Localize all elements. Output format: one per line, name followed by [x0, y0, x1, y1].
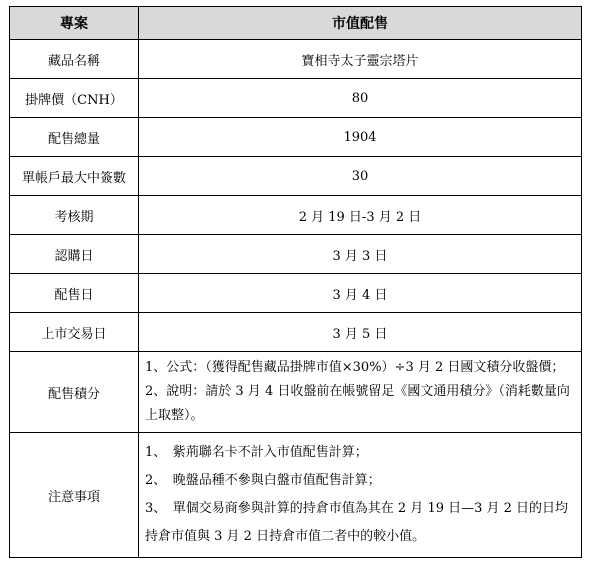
row-value: 2 月 19 日-3 月 2 日 [139, 196, 582, 235]
table-row [10, 118, 582, 157]
row-label: 配售總量 [10, 118, 139, 157]
row-value: 3 月 3 日 [139, 235, 582, 274]
notes-content [139, 433, 582, 558]
points-row [10, 352, 582, 433]
row-label: 考核期 [10, 196, 139, 235]
table-row [10, 157, 582, 196]
table-row [10, 40, 582, 79]
row-value: 30 [139, 157, 582, 196]
row-label: 配售日 [10, 274, 139, 313]
row-label: 單帳戶最大中簽數 [10, 157, 139, 196]
row-label: 藏品名稱 [10, 40, 139, 79]
table-row [10, 196, 582, 235]
row-value: 3 月 5 日 [139, 313, 582, 352]
row-label: 上市交易日 [10, 313, 139, 352]
row-value: 1904 [139, 118, 582, 157]
points-content [139, 352, 582, 433]
notes-line: 2、 晚盤品種不參與白盤市值配售計算； [145, 473, 381, 488]
notes-line: 3、 單個交易商參與計算的持倉市值為其在 2 月 19 日—3 月 2 日的日均持倉市值與 3 月 2 日持倉市值二者中的較小值。 [145, 501, 569, 544]
notes-row [10, 433, 582, 558]
notes-label: 注意事項 [10, 433, 139, 558]
header-market-value-allotment: 市值配售 [139, 7, 582, 40]
table-row [10, 274, 582, 313]
table-row [10, 313, 582, 352]
row-value: 3 月 4 日 [139, 274, 582, 313]
row-label: 認購日 [10, 235, 139, 274]
table-row [10, 235, 582, 274]
table-header-row [10, 7, 582, 40]
notes-line: 1、 紫荊聯名卡不計入市值配售計算； [145, 445, 368, 460]
header-project: 專案 [10, 7, 139, 40]
table-row [10, 79, 582, 118]
row-value: 80 [139, 79, 582, 118]
points-line: 1、公式：（獲得配售藏品掛牌市值×30%）÷3 月 2 日國文積分收盤價； [145, 360, 565, 375]
points-label: 配售積分 [10, 352, 139, 433]
row-label: 掛牌價（CNH） [10, 79, 139, 118]
allotment-table [9, 6, 582, 558]
points-line: 2、說明：請於 3 月 4 日收盤前在帳號留足《國文通用積分》（消耗數量向上取整）。 [145, 384, 570, 423]
row-value: 寶相寺太子靈宗塔片 [139, 40, 582, 79]
